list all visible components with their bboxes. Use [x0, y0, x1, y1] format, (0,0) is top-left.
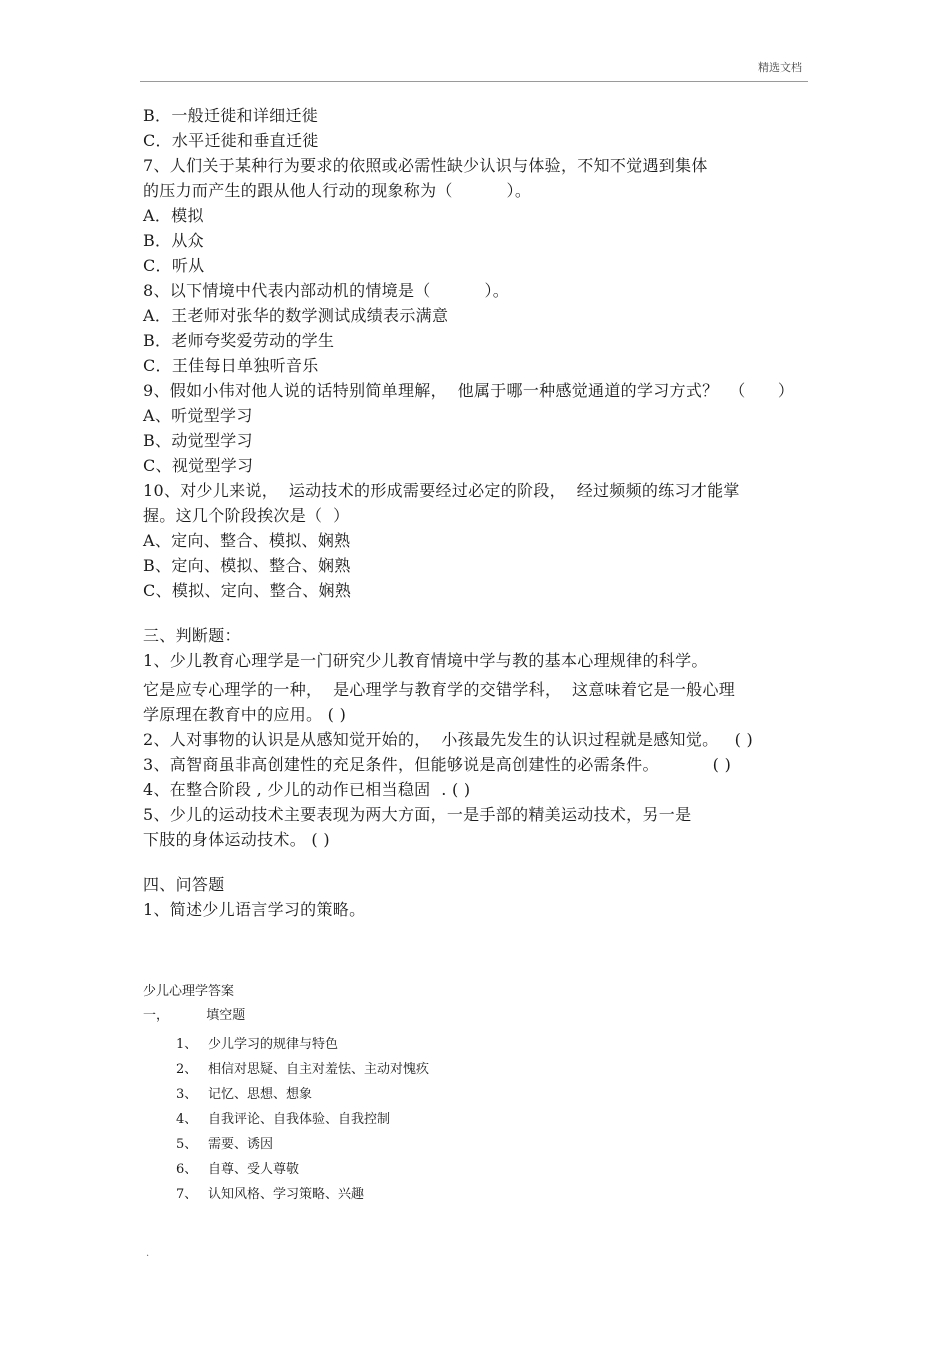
- footer-mark: .: [146, 1248, 150, 1259]
- judgment-2: 2、人对事物的认识是从感知觉开始的， 小孩最先发生的认识过程就是感知觉。 ( ): [143, 730, 754, 749]
- option-a: A．王老师对张华的数学测试成绩表示满意: [143, 306, 449, 325]
- question-10-line-2: 握。这几个阶段挨次是（ ）: [143, 506, 350, 525]
- judgment-1-line-2: 它是应专心理学的一种， 是心理学与教育学的交错学科， 这意味着它是一般心理: [143, 680, 736, 699]
- answer-item: [176, 1082, 429, 1107]
- answer-number: 7、: [176, 1187, 198, 1202]
- answer-section-title: 一， 填空题: [143, 1008, 246, 1023]
- answer-key-title: 少儿心理学答案: [143, 984, 235, 999]
- answer-text: 少儿学习的规律与特色: [208, 1037, 339, 1052]
- answer-number: 4、: [176, 1112, 198, 1127]
- option-a: A、定向、整合、模拟、娴熟: [143, 531, 351, 550]
- option-b: B、定向、模拟、整合、娴熟: [143, 556, 351, 575]
- option-b: B、动觉型学习: [143, 431, 253, 450]
- short-answer-1: 1、简述少儿语言学习的策略。: [143, 900, 366, 919]
- option-c: C．听从: [143, 256, 205, 275]
- answer-item: [176, 1132, 429, 1157]
- answer-text: 相信对思疑、自主对羞怯、主动对愧疚: [208, 1062, 430, 1077]
- header-label: 精选文档: [758, 61, 802, 74]
- answer-text: 需要、诱因: [208, 1137, 274, 1152]
- answer-number: 1、: [176, 1037, 198, 1052]
- spacer: [143, 603, 843, 623]
- question-9: 9、假如小伟对他人说的话特别简单理解， 他属于哪一种感觉通道的学习方式？ （ ）: [143, 381, 795, 400]
- answer-item: [176, 1107, 429, 1132]
- option-b: B．老师夸奖爱劳动的学生: [143, 331, 335, 350]
- option-c: C、模拟、定向、整合、娴熟: [143, 581, 352, 600]
- header-divider: [140, 81, 808, 82]
- answer-number: 2、: [176, 1062, 198, 1077]
- question-10-line-1: 10、对少儿来说， 运动技术的形成需要经过必定的阶段， 经过频频的练习才能掌: [143, 481, 740, 500]
- judgment-5-line-2: 下肢的身体运动技术。 ( ): [143, 830, 330, 849]
- option-a: A、听觉型学习: [143, 406, 253, 425]
- answer-item: [176, 1057, 429, 1082]
- answer-text: 认知风格、学习策略、兴趣: [208, 1187, 365, 1202]
- section-3-title: 三、判断题：: [143, 626, 241, 645]
- answer-item: [176, 1182, 429, 1207]
- answer-list: [176, 1032, 429, 1207]
- option-b: B．一般迁徙和详细迁徙: [143, 106, 319, 125]
- question-8: 8、以下情境中代表内部动机的情境是（ ）。: [143, 281, 510, 300]
- judgment-1-line-1: 1、少儿教育心理学是一门研究少儿教育情境中学与教的基本心理规律的科学。: [143, 651, 708, 670]
- judgment-5-line-1: 5、少儿的运动技术主要表现为两大方面，一是手部的精美运动技术，另一是: [143, 805, 692, 824]
- section-4-title: 四、问答题: [143, 875, 225, 894]
- answer-item: [176, 1157, 429, 1182]
- answer-number: 5、: [176, 1137, 198, 1152]
- option-c: C．水平迁徙和垂直迁徙: [143, 131, 319, 150]
- option-a: A．模拟: [143, 206, 204, 225]
- answer-text: 记忆、思想、想象: [208, 1087, 313, 1102]
- judgment-4: 4、在整合阶段 , 少儿的动作已相当稳固 . ( ): [143, 780, 471, 799]
- option-c: C．王佳每日单独听音乐: [143, 356, 319, 375]
- judgment-1-line-3: 学原理在教育中的应用。 ( ): [143, 705, 347, 724]
- question-7-line-1: 7、人们关于某种行为要求的依照或必需性缺少认识与体验，不知不觉遇到集体: [143, 156, 708, 175]
- answer-text: 自我评论、自我体验、自我控制: [208, 1112, 391, 1127]
- judgment-3: 3、高智商虽非高创建性的充足条件，但能够说是高创建性的必需条件。 ( ): [143, 755, 732, 774]
- question-7-line-2: 的压力而产生的跟从他人行动的现象称为（ ）。: [143, 181, 532, 200]
- option-b: B．从众: [143, 231, 204, 250]
- option-c: C、视觉型学习: [143, 456, 254, 475]
- answer-text: 自尊、受人尊敬: [208, 1162, 300, 1177]
- answer-number: 3、: [176, 1087, 198, 1102]
- document-body: [143, 103, 843, 922]
- answer-item: [176, 1032, 429, 1057]
- answer-number: 6、: [176, 1162, 198, 1177]
- spacer: [143, 852, 843, 872]
